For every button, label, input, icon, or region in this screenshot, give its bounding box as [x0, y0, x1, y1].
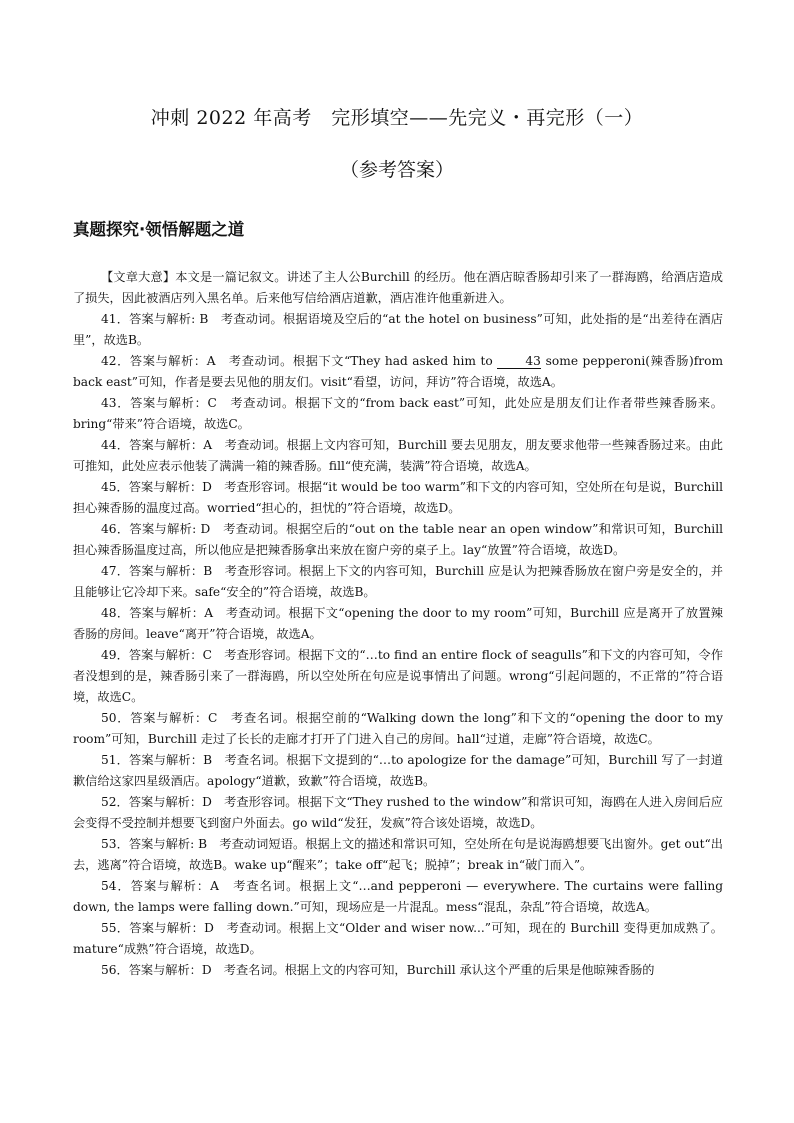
summary-paragraph	[73, 267, 723, 309]
answer-item-55: 55．答案与解析：D 考查动词。根据上文“Older and wiser now...”可知，现在的 Burchill 变得更加成熟了。mature“成熟”符合语境，故选D。	[73, 921, 723, 956]
answer-item-42-before: 42．答案与解析：A 考查动词。根据下文“They had asked him to	[101, 354, 498, 368]
page-subtitle: （参考答案）	[339, 159, 454, 181]
answer-item-47: 47．答案与解析：B 考查形容词。根据上下文的内容可知，Burchill 应是认为把辣香肠放在窗户旁是安全的，并且能够让它冷却下来。safe“安全的”符合语境，故选B。	[73, 564, 723, 599]
blank-43: 43	[497, 354, 541, 369]
answer-item-48: 48．答案与解析：A 考查动词。根据下文“opening the door to my room”可知，Burchill 应是离开了放置辣香肠的房间。leave“离开”符合语境，故选A。	[73, 606, 723, 641]
answer-item-45: 45．答案与解析：D 考查形容词。根据“it would be too warm”和下文的内容可知，空处所在句是说，Burchill 担心辣香肠的温度过高。worried“担心的，担忧的”符合语境，故选D。	[73, 480, 723, 515]
answer-item-41: 41．答案与解析: B 考查动词。根据语境及空后的“at the hotel on business”可知，此处指的是“出差待在酒店里”，故选B。	[73, 312, 723, 347]
answer-item-51: 51．答案与解析：B 考查名词。根据下文提到的“…to apologize for the damage”可知，Burchill 写了一封道歉信给这家四星级酒店。apology“道歉，致歉”符合语境，故选B。	[73, 753, 723, 788]
answer-item-42	[73, 351, 723, 393]
answer-item-46: 46．答案与解析: D 考查动词。根据空后的“out on the table near an open window”和常识可知，Burchill 担心辣香肠温度过高，所以他应是把辣香肠拿出来放在窗户旁的桌子上。lay“放置”符合语境，故选D。	[73, 522, 723, 557]
page-title: 冲刺 2022 年高考 完形填空——先完义・再完形（一）	[150, 107, 644, 129]
section-heading: 真题探究·领悟解题之道	[73, 220, 245, 239]
answer-item-56: 56．答案与解析：D 考查名词。根据上文的内容可知，Burchill 承认这个严重的后果是他晾辣香肠的	[101, 963, 655, 977]
answer-item-50: 50．答案与解析：C 考查名词。根据空前的“Walking down the long”和下文的“opening the door to my room”可知，Burchill 走过了长长的走廊才打开了门进入自己的房间。hall“过道，走廊”符合语境，故选C。	[73, 711, 723, 746]
answer-item-49: 49．答案与解析：C 考查形容词。根据下文的“…to find an entire flock of seagulls”和下文的内容可知，令作者没想到的是，辣香肠引来了一群海鸥，所以空处所在句应是说事情出了问题。wrong“引起问题的，不正常的”符合语境，故选C。	[73, 648, 723, 704]
answer-item-53: 53．答案与解析: B 考查动词短语。根据上文的描述和常识可知，空处所在句是说海鸥想要飞出窗外。get out“出去，逃离”符合语境，故选B。wake up“醒来”；take off“起飞；脱掉”；break in“破门而入”。	[73, 837, 723, 872]
answer-item-52: 52．答案与解析：D 考查形容词。根据下文“They rushed to the window”和常识可知，海鸥在人进入房间后应会变得不受控制并想要飞到窗户外面去。go wild“发狂，发疯”符合该处语境，故选D。	[73, 795, 723, 830]
answer-body	[73, 267, 723, 981]
summary-tag: 【文章大意】	[101, 270, 176, 284]
answer-item-44: 44．答案与解析：A 考查动词。根据上文内容可知，Burchill 要去见朋友，朋友要求他带一些辣香肠过来。由此可推知，此处应表示他装了满满一箱的辣香肠。fill“使充满，装满”符合语境，故选A。	[73, 438, 723, 473]
answer-item-42-after: some pepperoni(辣香肠)from back east”可知，作者是要去见他的朋友们。visit“看望，访问，拜访”符合语境，故选A。	[73, 354, 723, 389]
answer-item-43: 43．答案与解析：C 考查动词。根据下文的“from back east”可知，此处应是朋友们让作者带些辣香肠来。bring“带来”符合语境，故选C。	[73, 396, 723, 431]
answer-item-54: 54．答案与解析：A 考查名词。根据上文“…and pepperoni — everywhere. The curtains were falling down, the lamps were falling down.”可知，现场应是一片混乱。mess“混乱，杂乱”符合语境，故选A。	[73, 879, 723, 914]
summary-text: 本文是一篇记叙文。讲述了主人公Burchill 的经历。他在酒店晾香肠却引来了一群海鸥，给酒店造成了损失，因此被酒店列入黑名单。后来他写信给酒店道歉，酒店准许他重新进入。	[73, 270, 723, 305]
